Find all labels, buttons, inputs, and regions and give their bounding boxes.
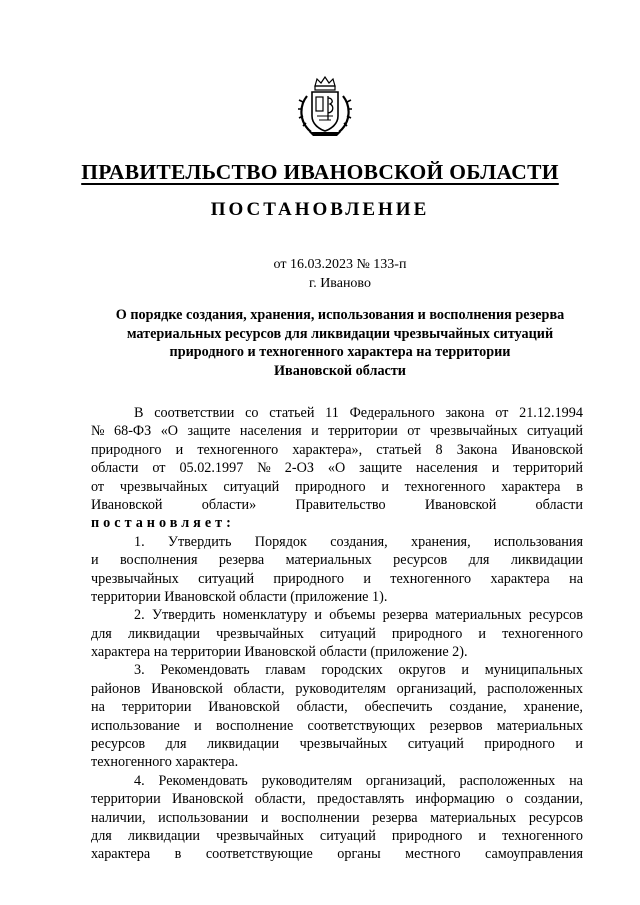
body-word: и	[194, 717, 202, 734]
document-city: г. Иваново	[309, 276, 371, 291]
body-word: органы	[337, 846, 381, 863]
body-word: «О	[327, 460, 346, 477]
body-word: ситуаций	[527, 423, 583, 440]
body-word: на	[569, 772, 583, 789]
body-word: техногенного	[502, 625, 583, 642]
body-word: области,	[254, 791, 306, 808]
body-line	[91, 845, 583, 863]
body-word: для	[165, 736, 187, 753]
body-word: ликвидации	[510, 552, 583, 569]
body-word: природного	[391, 827, 463, 844]
body-word: природного	[91, 441, 162, 458]
body-word: предоставлять	[316, 791, 405, 808]
government-title: ПРАВИТЕЛЬСТВО ИВАНОВСКОЙ ОБЛАСТИ	[81, 160, 559, 184]
body-word: области»	[201, 496, 257, 513]
body-word: Ивановской	[208, 699, 280, 716]
body-word: от	[91, 478, 105, 495]
document-type: ПОСТАНОВЛЕНИЕ	[210, 199, 430, 220]
body-word: техногенного	[404, 478, 486, 495]
body-word: чрезвычайных	[299, 736, 388, 753]
body-word: 4.	[134, 772, 145, 789]
body-word: 21.12.1994	[519, 405, 583, 421]
body-word: территории	[328, 423, 398, 440]
body-word: в	[174, 846, 182, 863]
body-word: для	[91, 827, 112, 844]
body-word: территории	[121, 699, 192, 716]
body-word: восполнении	[280, 809, 360, 826]
body-word: Ивановской	[511, 441, 583, 458]
body-word: на	[569, 570, 583, 587]
body-word: ликвидации	[127, 625, 201, 642]
subject-line: природного и техногенного характера на территории	[169, 344, 511, 360]
body-line	[91, 772, 583, 790]
body-word: №	[91, 423, 105, 440]
body-word: Ивановской	[151, 680, 223, 697]
body-word: от	[407, 423, 421, 440]
body-word: материальных	[435, 607, 522, 624]
body-word: городских	[321, 662, 383, 679]
body-line	[91, 533, 583, 551]
body-line	[91, 570, 583, 588]
body-word: и	[91, 552, 99, 569]
body-word: ликвидации	[127, 827, 201, 844]
body-word: Утвердить	[167, 533, 232, 550]
body-word: области	[91, 460, 139, 477]
body-line	[91, 514, 583, 532]
resolve-word: постановляет:	[91, 515, 235, 532]
body-word: материальных	[285, 552, 372, 569]
body-word: обеспечить	[364, 699, 433, 716]
body-word: расположенных	[487, 680, 583, 697]
subject-line: материальных ресурсов для ликвидации чрезвычайных ситуаций	[126, 325, 554, 342]
body-word: на	[91, 699, 105, 716]
body-line	[91, 790, 583, 808]
body-word: ресурсов	[528, 809, 583, 826]
body-word: от	[152, 460, 166, 477]
body-word: Правительство	[295, 496, 386, 513]
body-word: ситуаций	[223, 478, 280, 495]
document-date-number: от 16.03.2023 № 133-п	[273, 257, 407, 272]
subject-line: Ивановской области	[274, 362, 406, 379]
body-word: природного	[391, 625, 463, 642]
body-line	[91, 680, 583, 698]
body-word: соответствии	[154, 405, 235, 421]
body-word: техногенного	[390, 570, 472, 587]
body-word: организаций,	[396, 680, 477, 697]
body-word: и	[260, 809, 269, 826]
body-line	[91, 496, 583, 514]
body-word: характера	[501, 478, 561, 495]
body-word: природного	[295, 478, 366, 495]
body-word: наличии,	[91, 809, 146, 826]
body-word: Ивановской	[424, 496, 497, 513]
body-word: Утвердить	[151, 607, 216, 624]
ivanovo-coat-of-arms-icon	[297, 76, 353, 138]
body-word: восполнения	[119, 552, 198, 569]
body-word: Рекомендовать	[158, 772, 248, 789]
body-line	[91, 551, 583, 569]
body-line	[91, 698, 583, 716]
body-word: создании,	[524, 791, 583, 808]
body-line	[91, 643, 583, 661]
body-word: резервов	[429, 717, 483, 734]
body-word: чрезвычайных	[429, 423, 518, 440]
body-line-text: территории Ивановской области (приложение 1).	[91, 588, 388, 605]
body-word: территории	[91, 791, 161, 808]
body-word: самоуправления	[485, 846, 583, 863]
body-word: и	[175, 441, 184, 458]
body-word: характера	[490, 570, 550, 587]
body-word: резерва	[382, 607, 429, 624]
body-word: характера»,	[292, 441, 363, 458]
body-word: ситуаций	[198, 570, 255, 587]
preamble-paragraph	[91, 404, 583, 533]
body-word: №	[257, 460, 271, 477]
body-line-text: характера на территории Ивановской области (приложение 2).	[91, 644, 468, 661]
item-4-paragraph	[91, 772, 583, 864]
body-word: информацию	[415, 791, 495, 808]
body-word: территорий	[513, 460, 583, 477]
body-word: ресурсов	[393, 552, 448, 569]
body-word: и	[478, 625, 487, 642]
body-word: ситуаций	[319, 827, 376, 844]
body-word: для	[468, 552, 490, 569]
body-word: природного	[273, 570, 344, 587]
body-word: организаций,	[365, 772, 446, 789]
body-line	[91, 625, 583, 643]
body-word: использование	[91, 717, 180, 734]
body-line	[91, 441, 583, 459]
body-word: Ивановской	[171, 791, 244, 808]
item-2-paragraph	[91, 606, 583, 661]
body-word: со	[245, 405, 259, 421]
body-word: Федерального	[349, 405, 435, 421]
body-word: резерва	[372, 809, 418, 826]
body-word: и	[478, 827, 487, 844]
body-line	[91, 606, 583, 624]
item-1-paragraph	[91, 533, 583, 607]
body-word: и	[491, 460, 500, 477]
body-word: техногенного	[502, 827, 583, 844]
body-word: использования	[493, 533, 583, 550]
body-word: материальных	[496, 717, 583, 734]
body-word: и	[363, 570, 371, 587]
body-word: чрезвычайных	[216, 827, 304, 844]
body-word: 2-ОЗ	[284, 460, 314, 477]
body-word: от	[495, 405, 509, 421]
body-word: Ивановской	[91, 496, 163, 513]
body-line	[91, 809, 583, 827]
body-word: использовании	[158, 809, 249, 826]
body-word: хранение,	[523, 699, 583, 716]
body-word: соответствующие	[205, 846, 313, 863]
body-word: В	[134, 405, 144, 421]
body-word: главам	[265, 662, 306, 679]
body-word: области	[535, 496, 583, 513]
document-body	[91, 404, 583, 864]
body-word: области,	[296, 699, 348, 716]
body-word: статьей	[269, 405, 315, 421]
body-word: восполнение	[215, 717, 294, 734]
body-word: 1.	[134, 533, 145, 550]
body-word: муниципальных	[484, 662, 583, 679]
body-word: «О	[160, 423, 179, 440]
body-line	[91, 588, 583, 606]
body-word: 68-ФЗ	[114, 423, 152, 440]
body-line	[91, 753, 583, 771]
body-line	[91, 404, 583, 422]
body-word: расположенных	[459, 772, 556, 789]
body-word: защите	[187, 423, 231, 440]
body-word: руководителям	[295, 680, 386, 697]
body-word: о	[506, 791, 514, 808]
body-word: и	[314, 607, 322, 624]
body-word: и	[311, 423, 319, 440]
body-word: закона	[445, 405, 485, 421]
body-word: техногенного	[197, 441, 279, 458]
body-word: Порядок	[254, 533, 307, 550]
body-word: чрезвычайных	[216, 625, 304, 642]
body-word: объемы	[329, 607, 376, 624]
body-word: статьей	[376, 441, 422, 458]
body-word: руководителям	[261, 772, 353, 789]
body-line	[91, 478, 583, 496]
body-word: для	[91, 625, 112, 642]
body-word: местного	[405, 846, 461, 863]
body-word: создания,	[330, 533, 388, 550]
body-word: ситуаций	[319, 625, 376, 642]
body-word: резерва	[218, 552, 265, 569]
body-word: 2.	[134, 607, 145, 624]
body-word: хранения,	[411, 533, 471, 550]
body-line	[91, 422, 583, 440]
item-3-paragraph	[91, 661, 583, 771]
body-word: 3.	[134, 662, 145, 679]
body-word: защите	[359, 460, 403, 477]
body-line	[91, 717, 583, 735]
body-word: и	[461, 662, 469, 679]
body-word: чрезвычайных	[119, 478, 208, 495]
body-word: в	[576, 478, 583, 495]
body-word: ресурсов	[91, 736, 146, 753]
subject-line: О порядке создания, хранения, использования и восполнения резерва	[115, 307, 565, 323]
body-line	[91, 827, 583, 845]
body-word: и	[381, 478, 389, 495]
body-word: 05.02.1997	[179, 460, 244, 477]
body-word: природного	[484, 736, 555, 753]
body-word: ситуаций	[407, 736, 464, 753]
body-word: чрезвычайных	[91, 570, 179, 587]
body-word: ресурсов	[528, 607, 583, 624]
body-word: Рекомендовать	[160, 662, 250, 679]
body-word: 11	[325, 405, 339, 421]
body-word: создание,	[449, 699, 507, 716]
body-word: Закона	[456, 441, 498, 458]
body-word: материальных	[430, 809, 517, 826]
body-word: 8	[435, 441, 443, 458]
document-subject	[95, 306, 585, 380]
body-word: соответствующих	[307, 717, 416, 734]
body-word: населения	[239, 423, 302, 440]
body-line	[91, 661, 583, 679]
body-word: номенклатуру	[222, 607, 308, 624]
body-word: населения	[416, 460, 478, 477]
body-line-text: техногенного характера.	[91, 754, 239, 771]
body-word: и	[575, 736, 583, 753]
body-word: округов	[398, 662, 446, 679]
body-word: ликвидации	[206, 736, 280, 753]
body-word: характера	[91, 846, 151, 863]
body-word: области,	[233, 680, 285, 697]
body-line	[91, 459, 583, 477]
body-word: районов	[91, 680, 141, 697]
body-line	[91, 735, 583, 753]
